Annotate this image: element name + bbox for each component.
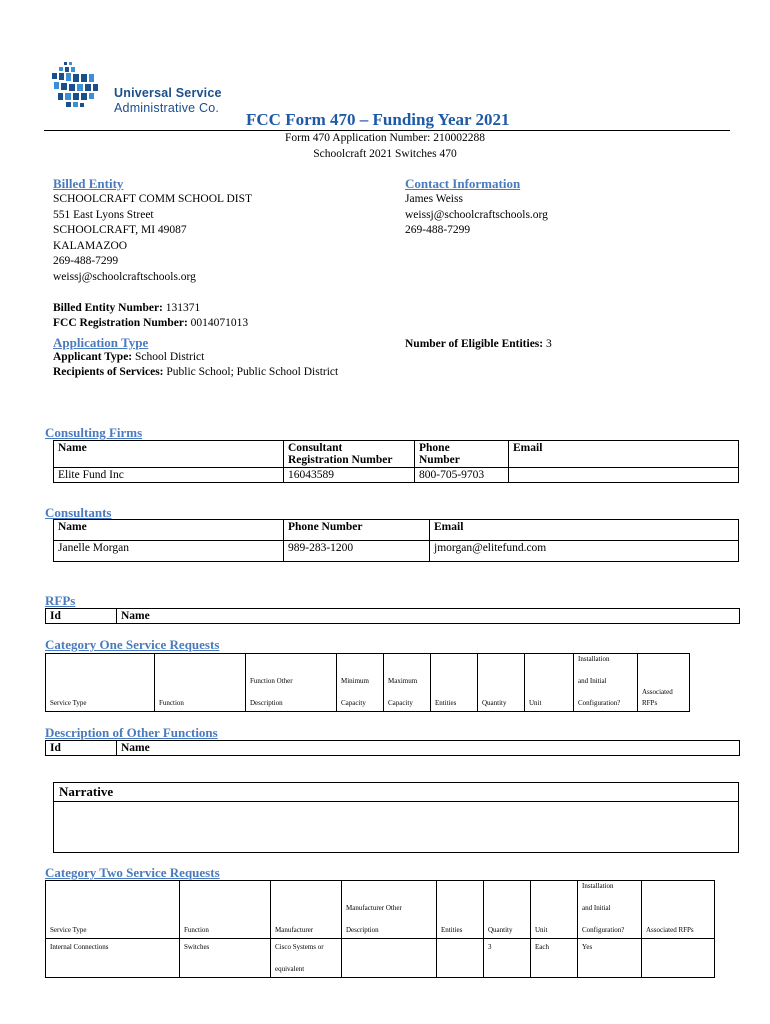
col-name: Name	[54, 441, 284, 468]
application-name: Schoolcraft 2021 Switches 470	[313, 148, 457, 160]
other-functions-table	[45, 740, 740, 756]
col-minimum-1: Minimum	[341, 677, 370, 685]
col-name: Name	[117, 609, 740, 624]
col-phone: Phone Number	[284, 520, 430, 541]
col-manufacturer-other	[342, 881, 437, 939]
table-header-row	[46, 741, 740, 756]
logo-line-2: Administrative Co.	[114, 101, 220, 115]
table-header-row	[54, 441, 739, 468]
consultants-heading: Consultants	[45, 505, 112, 520]
col-function: Function	[180, 881, 271, 939]
col-phone-2: Number	[419, 454, 460, 466]
col-maximum-2: Capacity	[388, 699, 413, 707]
consultants-table	[53, 519, 739, 562]
contact-heading: Contact Information	[405, 176, 521, 191]
eligible-entities	[405, 337, 552, 353]
applicant-type	[53, 350, 204, 366]
col-manufacturer: Manufacturer	[271, 881, 342, 939]
col-email: Email	[430, 520, 739, 541]
cell-name: Janelle Morgan	[54, 541, 284, 562]
contact-name: James Weiss	[405, 193, 463, 205]
contact-email: weissj@schoolcraftschools.org	[405, 208, 548, 221]
col-phone-1: Phone	[419, 442, 450, 454]
category-one-table	[45, 653, 690, 712]
table-row	[54, 541, 739, 562]
billed-entity-number	[53, 301, 200, 317]
applicant-type-value: School District	[135, 351, 205, 363]
applicant-type-label: Applicant Type:	[53, 351, 133, 363]
col-service-type: Service Type	[46, 881, 180, 939]
cell-manufacturer-2: equivalent	[275, 965, 305, 973]
recipients-value: Public School; Public School District	[166, 366, 339, 378]
cell-phone: 989-283-1200	[284, 541, 430, 562]
billed-entity-block	[53, 192, 252, 285]
col-service-type: Service Type	[46, 654, 155, 712]
col-mod-2: Description	[346, 926, 379, 934]
table-header-row	[46, 881, 715, 939]
cell-entities	[437, 939, 484, 978]
cell-associated-rfps	[642, 939, 715, 978]
col-function-other-2: Description	[250, 699, 283, 707]
consulting-firms-table	[53, 440, 739, 483]
col-function: Function	[155, 654, 246, 712]
col-entities: Entities	[437, 881, 484, 939]
cell-service-type: Internal Connections	[46, 939, 180, 978]
table-row	[54, 468, 739, 483]
col-function-other	[246, 654, 337, 712]
recipients-label: Recipients of Services:	[53, 366, 164, 378]
col-minimum	[337, 654, 384, 712]
cell-installation: Yes	[578, 939, 642, 978]
cell-manufacturer	[271, 939, 342, 978]
recipients-of-services	[53, 365, 338, 381]
col-quantity: Quantity	[484, 881, 531, 939]
col-consultant-reg-2: Registration Number	[288, 454, 393, 466]
table-header-row	[46, 654, 690, 712]
cell-manufacturer-1: Cisco Systems or	[275, 943, 324, 951]
col-email: Email	[509, 441, 739, 468]
rfps-table	[45, 608, 740, 624]
table-header-row	[54, 520, 739, 541]
cell-quantity: 3	[484, 939, 531, 978]
billed-entity-heading: Billed Entity	[53, 176, 124, 191]
other-functions-heading: Description of Other Functions	[45, 725, 218, 740]
cell-email	[509, 468, 739, 483]
col-installation	[578, 881, 642, 939]
form-title: FCC Form 470 – Funding Year 2021	[246, 110, 510, 129]
billed-entity-number-label: Billed Entity Number:	[53, 302, 163, 314]
col-function-other-1: Function Other	[250, 677, 293, 685]
category-one-heading: Category One Service Requests	[45, 637, 220, 652]
eligible-entities-label: Number of Eligible Entities:	[405, 338, 544, 350]
usac-logo-icon	[50, 62, 110, 114]
billed-entity-phone: 269-488-7299	[53, 255, 119, 267]
billed-entity-street: 551 East Lyons Street	[53, 208, 154, 221]
col-inst-3: Configuration?	[582, 926, 625, 934]
contact-block	[405, 192, 548, 239]
table-row	[46, 939, 715, 978]
application-number: Form 470 Application Number: 210002288	[285, 132, 485, 144]
usac-logo	[50, 62, 270, 114]
billed-entity-email: weissj@schoolcraftschools.org	[53, 270, 196, 283]
consulting-firms-heading: Consulting Firms	[45, 425, 143, 440]
col-associated-rfps: Associated RFPs	[642, 881, 715, 939]
table-header-row	[46, 609, 740, 624]
col-consultant-reg	[284, 441, 415, 468]
col-phone	[415, 441, 509, 468]
col-inst-2: and Initial	[582, 904, 611, 912]
contact-phone: 269-488-7299	[405, 224, 471, 236]
fcc-registration-value: 0014071013	[190, 317, 249, 329]
col-name: Name	[117, 741, 740, 756]
eligible-entities-value: 3	[545, 338, 552, 350]
narrative-heading: Narrative	[54, 783, 738, 802]
application-type-heading: Application Type	[53, 335, 149, 350]
category-two-heading: Category Two Service Requests	[45, 865, 220, 880]
billed-entity-city: SCHOOLCRAFT, MI 49087	[53, 224, 187, 236]
col-id: Id	[46, 609, 117, 624]
col-maximum-1: Maximum	[388, 677, 418, 685]
cell-manufacturer-other	[342, 939, 437, 978]
narrative-box	[53, 782, 739, 853]
col-quantity: Quantity	[478, 654, 525, 712]
col-name: Name	[54, 520, 284, 541]
billed-entity-county: KALAMAZOO	[53, 239, 128, 252]
cell-reg: 16043589	[284, 468, 415, 483]
col-installation-1: Installation	[578, 655, 610, 663]
cell-phone: 800-705-9703	[415, 468, 509, 483]
col-id: Id	[46, 741, 117, 756]
logo-line-1: Universal Service	[114, 86, 222, 100]
fcc-registration-label: FCC Registration Number:	[53, 317, 188, 329]
billed-entity-name: SCHOOLCRAFT COMM SCHOOL DIST	[53, 193, 253, 205]
col-installation-3: Configuration?	[578, 699, 621, 707]
category-two-table	[45, 880, 715, 978]
col-mod-1: Manufacturer Other	[346, 904, 402, 912]
col-installation-2: and Initial	[578, 677, 607, 685]
cell-email: jmorgan@elitefund.com	[430, 541, 739, 562]
rfps-heading: RFPs	[45, 593, 76, 608]
col-consultant-reg-1: Consultant	[288, 442, 343, 454]
cell-function: Switches	[180, 939, 271, 978]
cell-name: Elite Fund Inc	[54, 468, 284, 483]
col-unit: Unit	[531, 881, 578, 939]
col-installation	[574, 654, 638, 712]
fcc-registration-number	[53, 316, 248, 332]
col-maximum	[384, 654, 431, 712]
col-entities: Entities	[431, 654, 478, 712]
cell-unit: Each	[531, 939, 578, 978]
col-unit: Unit	[525, 654, 574, 712]
col-inst-1: Installation	[582, 882, 614, 890]
col-associated-rfps: Associated RFPs	[638, 654, 690, 712]
billed-entity-number-value: 131371	[165, 302, 201, 314]
col-minimum-2: Capacity	[341, 699, 366, 707]
